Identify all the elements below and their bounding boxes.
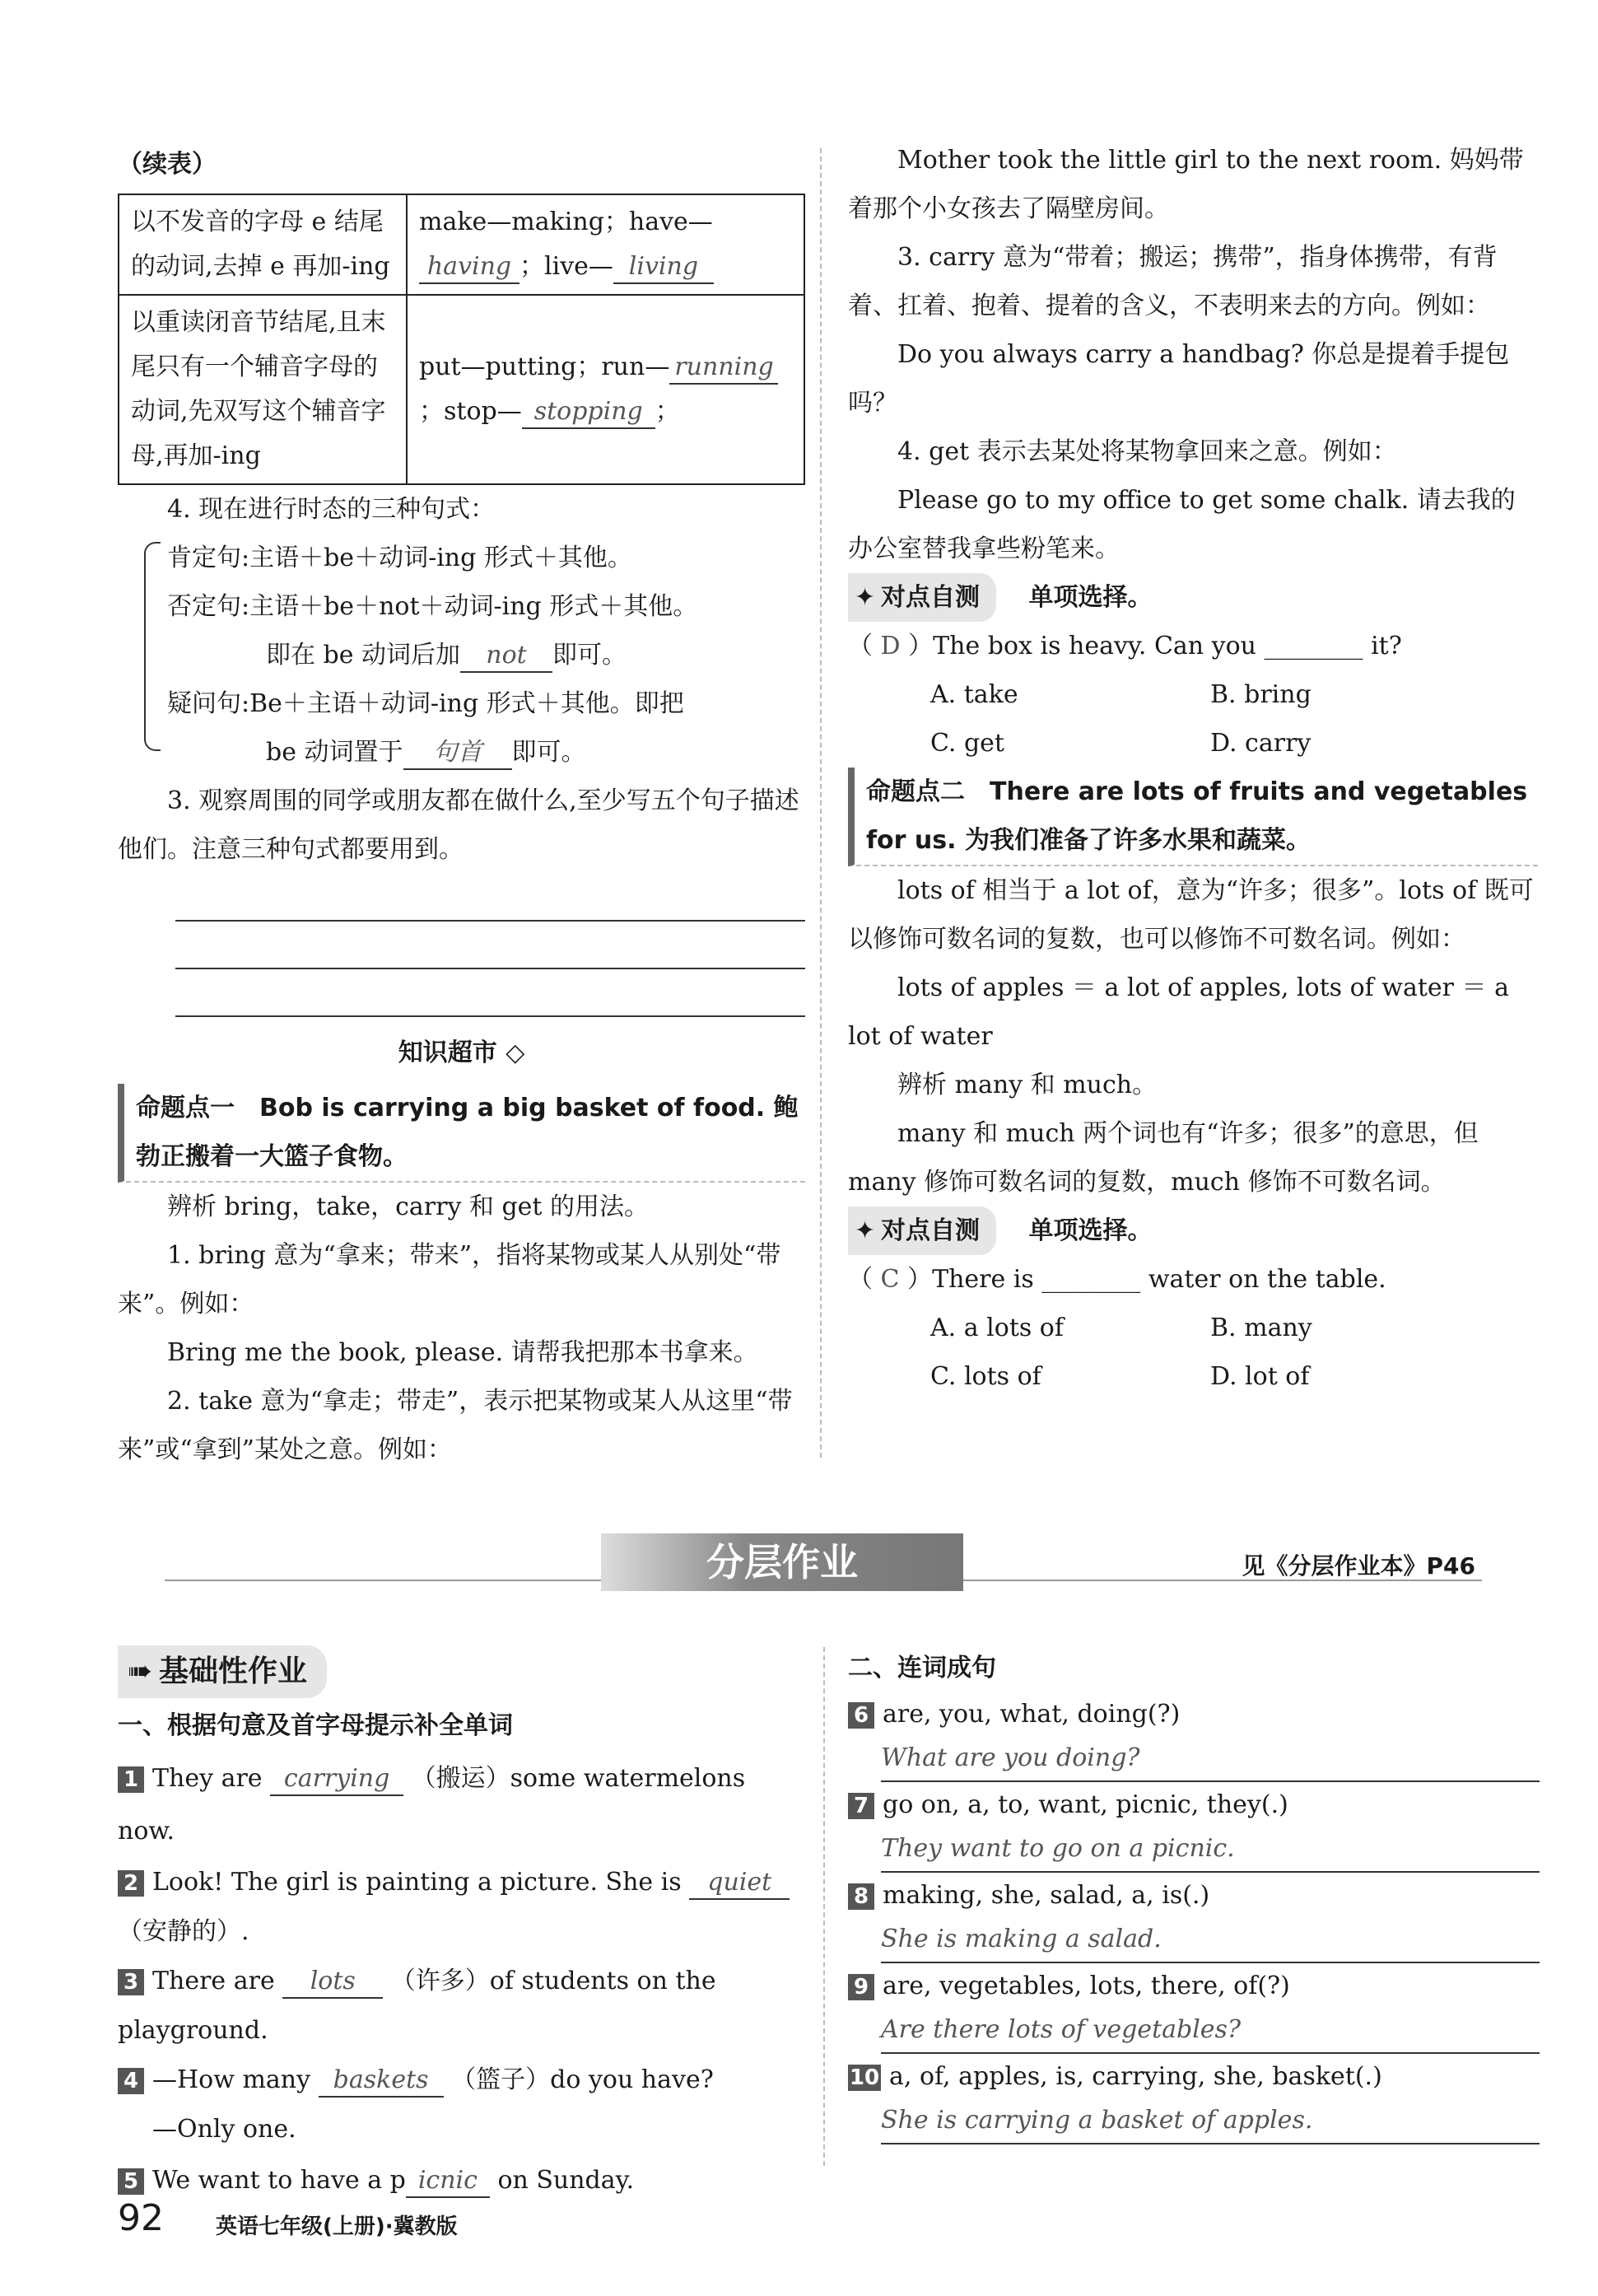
right-column xyxy=(848,136,1538,1401)
item-text: are, vegetables, lots, there, of(?) xyxy=(883,1972,1290,2000)
topic-1-intro: 辨析 bring，take，carry 和 get 的用法。 xyxy=(167,1192,650,1221)
item-number: 6 xyxy=(848,1702,874,1729)
answer-choice: C xyxy=(880,1265,900,1294)
arrow-icon: ➠ xyxy=(128,1654,153,1688)
diamond-icon: ◇ xyxy=(505,1038,525,1067)
positive-pattern: 肯定句:主语＋be＋动词-ing 形式＋其他。 xyxy=(167,544,632,572)
rule-cell: 以重读闭音节结尾,且末尾只有一个辅音字母的动词,先双写这个辅音字母,再加-ing xyxy=(119,295,407,484)
self-test-header xyxy=(848,573,1538,622)
note-text: 即在 be 动词后加 xyxy=(266,641,461,670)
answer-choice: D xyxy=(880,632,901,660)
banner-reference: 见《分层作业本》P46 xyxy=(1242,1552,1475,1580)
topic-1-point-1: 1. bring 意为“拿来；带来”，指将某物或某人从别处“带来”。例如： xyxy=(118,1241,781,1318)
answer-blank[interactable]: lots xyxy=(282,1966,383,1999)
example-sentence: Please go to my office to get some chalk. 请去我的办公室替我拿些粉笔来。 xyxy=(848,486,1516,563)
answer-blank: stopping xyxy=(522,396,655,429)
exercise-item xyxy=(118,2154,808,2207)
star-icon: ✦ xyxy=(855,1216,876,1245)
exercise-item xyxy=(848,1782,1540,1828)
topic-2-explain: many 和 much 两个词也有“许多；很多”的意思，但 many 修饰可数名词的复数，much 修饰不可数名词。 xyxy=(848,1119,1479,1197)
note-text: 即可。 xyxy=(511,738,586,767)
question-text: The box is heavy. Can you ________ it? xyxy=(933,632,1402,660)
homework-left xyxy=(118,1645,808,2207)
answer-blank[interactable]: quiet xyxy=(689,1867,790,1900)
answer-blank: having xyxy=(419,251,519,284)
star-icon: ✦ xyxy=(855,583,876,612)
topic-2-example: lots of apples ＝ a lot of apples, lots of water ＝ a lot of water xyxy=(848,973,1509,1051)
answer-blank[interactable]: icnic xyxy=(406,2165,490,2198)
question-2: （ C ）There is ________ water on the table. xyxy=(848,1265,1386,1294)
column-divider xyxy=(820,148,822,1458)
exercise-item xyxy=(118,1957,808,2056)
item-number: 5 xyxy=(118,2168,144,2195)
item-text: （搬运）some watermelons now. xyxy=(118,1764,746,1846)
answer-line[interactable]: She is making a salad. xyxy=(881,1919,1540,1963)
note-text: 即可。 xyxy=(552,641,627,670)
answer-line[interactable]: She is carrying a basket of apples. xyxy=(881,2100,1540,2144)
badge-text: 对点自测 xyxy=(881,583,980,612)
table-row xyxy=(119,194,804,295)
item-text: Look! The girl is painting a picture. She is xyxy=(152,1868,682,1897)
exercise-item xyxy=(848,1873,1540,1919)
self-test-badge xyxy=(848,1206,996,1255)
item-number: 9 xyxy=(848,1974,874,2000)
topic-2: 命题点二 There are lots of fruits and vegetables for us. 为我们准备了许多水果和蔬菜。 xyxy=(848,768,1538,866)
exercise-item xyxy=(848,1692,1540,1738)
item-text: （许多）of students on the playground. xyxy=(118,1967,716,2045)
book-title: 英语七年级(上册)·冀教版 xyxy=(216,2214,458,2239)
option[interactable]: B. bring xyxy=(1210,680,1311,709)
answer-blank: living xyxy=(613,251,714,284)
brace xyxy=(144,542,161,751)
option[interactable]: D. lot of xyxy=(1210,1362,1310,1391)
option[interactable]: D. carry xyxy=(1210,729,1311,758)
answer-blank: 句首 xyxy=(403,737,512,770)
question-1: （ D ）The box is heavy. Can you ________ it? xyxy=(848,632,1402,660)
option[interactable]: C. lots of xyxy=(930,1362,1041,1391)
exercise-item xyxy=(118,1752,808,1858)
item-number: 2 xyxy=(118,1870,144,1897)
banner-title: 分层作业 xyxy=(601,1533,963,1591)
options xyxy=(848,670,1538,768)
option[interactable]: C. get xyxy=(930,729,1004,758)
answer-blank[interactable]: carrying xyxy=(270,1763,403,1796)
answer-line[interactable]: Are there lots of vegetables? xyxy=(881,2009,1540,2054)
item-number: 4 xyxy=(118,2068,144,2094)
section-1-title: 一、根据句意及首字母提示补全单词 xyxy=(118,1711,513,1740)
point-3: 3. carry 意为“带着；搬运；携带”，指身体携带，有背着、扛着、抱着、提着的含义，不表明来去的方向。例如： xyxy=(848,243,1498,320)
section-heading xyxy=(118,1029,805,1077)
answer-blank[interactable]: baskets xyxy=(319,2065,444,2098)
example-text: put—putting；run— xyxy=(419,352,670,381)
homework-right xyxy=(848,1645,1540,2144)
answer-blank: not xyxy=(460,640,552,673)
exercise-item xyxy=(118,2056,808,2154)
item-number: 8 xyxy=(848,1883,874,1910)
option[interactable]: B. many xyxy=(1210,1314,1312,1342)
example-text: ； xyxy=(655,397,680,426)
item-text: （篮子）do you have? xyxy=(451,2065,714,2094)
writing-line[interactable] xyxy=(175,969,805,1017)
question-note xyxy=(167,728,805,777)
badge-text: 基础性作业 xyxy=(159,1654,308,1688)
item-text: making, she, salad, a, is(.) xyxy=(883,1881,1210,1910)
negative-note xyxy=(167,631,805,679)
item-text: There are xyxy=(152,1967,275,1995)
exercise-item xyxy=(118,1858,808,1957)
note-text: be 动词置于 xyxy=(266,738,403,767)
item-text: go on, a, to, want, picnic, they(.) xyxy=(883,1790,1288,1819)
example-text: ；live— xyxy=(519,252,613,281)
column-divider xyxy=(823,1647,825,2166)
writing-line[interactable] xyxy=(175,922,805,969)
example-sentence: Mother took the little girl to the next room. 妈妈带着那个小女孩去了隔壁房间。 xyxy=(848,146,1524,223)
topic-1-example: Bring me the book, please. 请帮我把那本书拿来。 xyxy=(167,1338,758,1367)
badge-text: 对点自测 xyxy=(881,1216,980,1245)
item-text: （安静的）. xyxy=(118,1917,249,1946)
example-cell xyxy=(407,194,804,295)
rule-cell: 以不发音的字母 e 结尾的动词,去掉 e 再加-ing xyxy=(119,194,407,295)
item-number: 3 xyxy=(118,1969,144,1995)
item-text: on Sunday. xyxy=(497,2166,635,2195)
example-cell xyxy=(407,295,804,484)
option[interactable]: A. take xyxy=(930,680,1018,709)
item-text: are, you, what, doing(?) xyxy=(883,1700,1181,1729)
sentence-patterns xyxy=(118,534,805,777)
topic-2-contrast: 辨析 many 和 much。 xyxy=(897,1071,1158,1099)
self-test-badge xyxy=(848,573,996,622)
table-title: （续表） xyxy=(118,150,217,179)
question-pattern: 疑问句:Be＋主语＋动词-ing 形式＋其他。即把 xyxy=(167,689,684,718)
task-text: 单项选择。 xyxy=(1028,583,1153,612)
topic-1-point-2: 2. take 意为“拿走；带走”，表示把某物或某人从这里“带来”或“拿到”某处之意。例如： xyxy=(118,1387,793,1464)
section-2-title: 二、连词成句 xyxy=(848,1654,996,1682)
exercise-item xyxy=(848,2054,1540,2100)
item-number: 7 xyxy=(848,1793,874,1819)
item-text: —How many xyxy=(152,2065,311,2094)
option[interactable]: A. a lots of xyxy=(930,1314,1064,1342)
point-4-title: 4. 现在进行时态的三种句式： xyxy=(167,495,496,524)
writing-line[interactable] xyxy=(175,874,805,922)
task-text: 单项选择。 xyxy=(1028,1216,1153,1245)
answer-blank: running xyxy=(669,352,778,385)
table-row xyxy=(119,295,804,484)
topic-2-text: lots of 相当于 a lot of，意为“许多；很多”。lots of 既可以修饰可数名词的复数，也可以修饰不可数名词。例如： xyxy=(848,876,1534,954)
example-text: ；stop— xyxy=(419,397,522,426)
self-test-header xyxy=(848,1206,1538,1255)
example-text: make—making；have— xyxy=(419,208,713,236)
answer-line[interactable]: What are you doing? xyxy=(881,1738,1540,1782)
negative-pattern: 否定句:主语＋be＋not＋动词-ing 形式＋其他。 xyxy=(167,592,698,621)
answer-line[interactable]: They want to go on a picnic. xyxy=(881,1828,1540,1873)
exercise-3: 3. 观察周围的同学或朋友都在做什么,至少写五个句子描述他们。注意三种句式都要用到。 xyxy=(118,786,799,864)
point-4: 4. get 表示去某处将某物拿回来之意。例如： xyxy=(897,437,1397,466)
question-text: There is ________ water on the table. xyxy=(932,1265,1386,1294)
item-text: —Only one. xyxy=(152,2115,296,2144)
basic-homework-badge xyxy=(118,1645,327,1698)
homework-banner xyxy=(165,1533,1482,1596)
item-number: 1 xyxy=(118,1766,144,1793)
topic-1: 命题点一 Bob is carrying a big basket of food. 鲍勃正搬着一大篮子食物。 xyxy=(118,1084,805,1183)
heading-text: 知识超市 xyxy=(398,1038,497,1067)
example-sentence: Do you always carry a handbag? 你总是提着手提包吗？ xyxy=(848,340,1510,418)
page-number: 92 xyxy=(118,2197,164,2239)
rule-table xyxy=(118,194,805,485)
options xyxy=(848,1304,1538,1401)
item-text: a, of, apples, is, carrying, she, basket(.) xyxy=(889,2062,1382,2091)
exercise-item xyxy=(848,1963,1540,2009)
item-text: We want to have a p xyxy=(152,2166,406,2195)
item-text: They are xyxy=(152,1764,263,1793)
left-column xyxy=(118,140,805,1474)
item-number: 10 xyxy=(849,2065,880,2090)
